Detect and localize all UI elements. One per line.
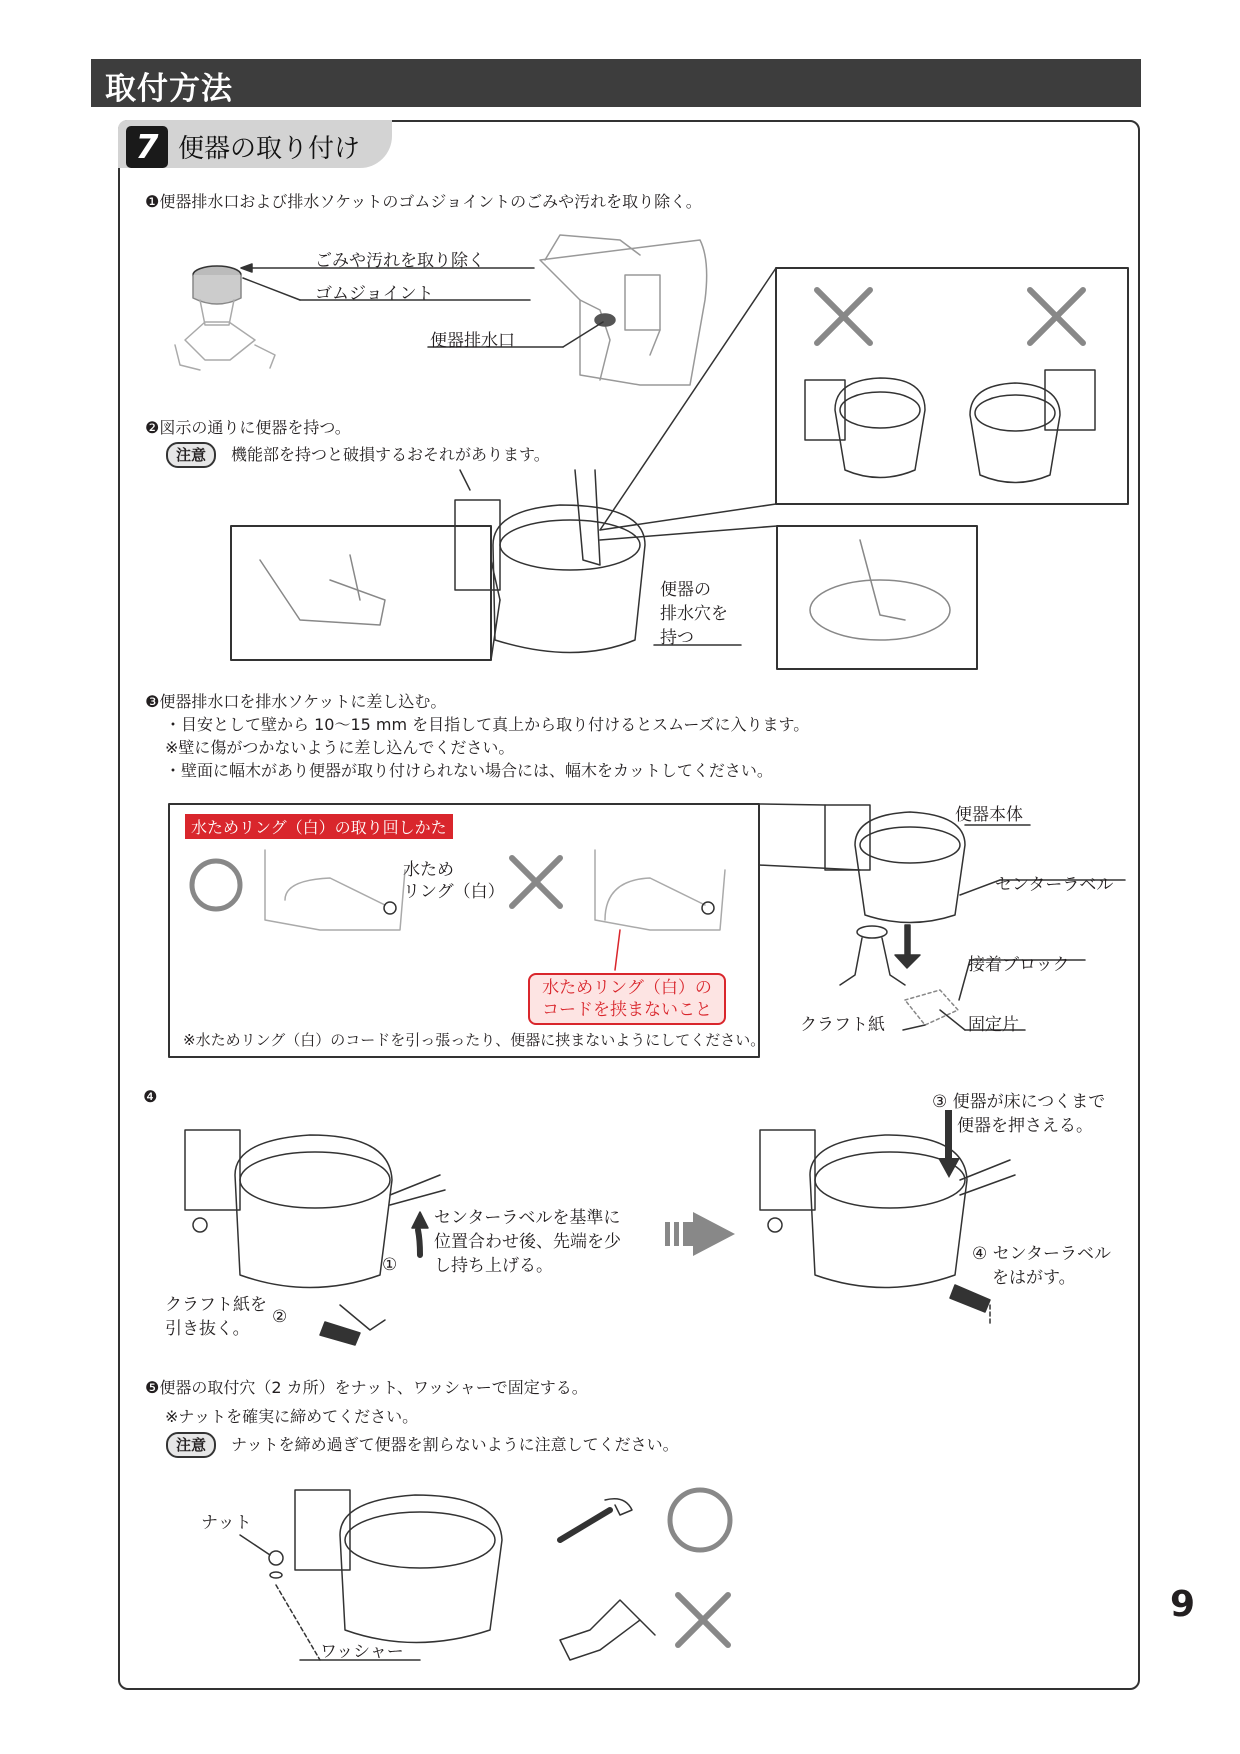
- peel-text-line1: ④ センターラベル: [972, 1244, 1111, 1264]
- label-adhesive-block: 接着ブロック: [968, 955, 1070, 975]
- section-title: 取付方法: [105, 71, 233, 107]
- label-toilet-body: 便器本体: [955, 805, 1023, 825]
- align-text-line1: センターラベルを基準に: [434, 1208, 621, 1228]
- step3-bullet2: ・壁面に幅木があり便器が取り付けられない場合には、幅木をカットしてください。: [165, 761, 773, 780]
- pull-kraft-line2: 引き抜く。: [165, 1319, 250, 1339]
- drain-socket-illustration: [175, 266, 275, 370]
- ring-label-line1: 水ため: [403, 860, 454, 880]
- label-kraft-paper: クラフト紙: [800, 1015, 885, 1035]
- peel-text-line2: をはがす。: [992, 1268, 1076, 1288]
- step4-marker: ❹: [143, 1087, 158, 1106]
- press-text-line2: 便器を押さえる。: [957, 1116, 1093, 1136]
- fixing-toilet-illustration: [295, 1490, 502, 1643]
- label-hold-line3: 持つ: [660, 628, 694, 648]
- ring-wrong-art: [595, 850, 725, 930]
- label-remove-dirt: ごみや汚れを取り除く: [315, 251, 485, 271]
- page-number: 9: [1169, 1584, 1195, 1625]
- label-fixing-piece: 固定片: [968, 1015, 1019, 1035]
- wrong-x-mark-1: [817, 290, 870, 343]
- fixing-piece-art: [905, 990, 958, 1025]
- step3-note1: ※壁に傷がつかないように差し込んでください。: [165, 738, 515, 757]
- press-text-line1: ③ 便器が床につくまで: [932, 1092, 1106, 1112]
- align-text-line2: 位置合わせ後、先端を少: [434, 1232, 621, 1252]
- press-down-arrow: [945, 1110, 952, 1160]
- caution-badge-1: 注意: [166, 442, 216, 468]
- ring-label-line2: リング（白）: [403, 882, 505, 902]
- hold-detail-right-art: [810, 540, 950, 640]
- ring-white-icon: [192, 861, 240, 909]
- install-toilet-illustration: [825, 805, 965, 923]
- nut-part: [269, 1551, 283, 1565]
- step5-instruction: ❺便器の取付穴（2 カ所）をナット、ワッシャーで固定する。: [145, 1378, 588, 1397]
- peel-label-arrow: [950, 1285, 990, 1312]
- wrong-hold-toilet-1: [805, 378, 925, 478]
- caution-badge-2: 注意: [166, 1432, 216, 1458]
- circled-2: ②: [272, 1307, 288, 1327]
- ring-routing-tag: 水ためリング（白）の取り回しかた: [185, 814, 453, 839]
- label-hold-line2: 排水穴を: [660, 604, 728, 624]
- step-number-badge: 7: [126, 126, 168, 168]
- label-toilet-outlet: 便器排水口: [430, 331, 515, 351]
- hold-detail-box-right: [777, 526, 977, 669]
- align-text-line3: し持ち上げる。: [434, 1256, 553, 1276]
- label-washer: ワッシャー: [320, 1642, 404, 1662]
- recommended-ok-ring: [670, 1490, 730, 1550]
- wrong-hold-toilet-2: [970, 370, 1095, 483]
- hold-toilet-illustration: [455, 470, 645, 653]
- ring-correct-art: [265, 850, 405, 930]
- cord-warning-line2: コードを挟まないこと: [542, 1000, 712, 1020]
- next-step-arrow: [665, 1212, 735, 1256]
- label-nut: ナット: [201, 1513, 252, 1533]
- step2-instruction: ❷図示の通りに便器を持つ。: [145, 418, 351, 437]
- cord-warning-callout: [528, 973, 726, 1025]
- step5-note: ※ナットを確実に締めてください。: [165, 1407, 419, 1426]
- ring-inset-note: ※水ためリング（白）のコードを引っ張ったり、便器に挟まないようにしてください。: [183, 1031, 766, 1049]
- caution-text-2: ナットを締め過ぎて便器を割らないように注意してください。: [231, 1435, 679, 1454]
- driver-prohibited-x: [678, 1595, 728, 1645]
- ring-wrong-x: [512, 858, 560, 906]
- washer-part: [270, 1572, 282, 1578]
- step3-bullet1: ・目安として壁から 10～15 mm を目指して真上から取り付けるとスムーズに入ります。: [165, 715, 810, 734]
- wrench-tool-art: [560, 1499, 632, 1540]
- hold-detail-left-art: [260, 555, 385, 625]
- step1-instruction: ❶便器排水口および排水ソケットのゴムジョイントのごみや汚れを取り除く。: [145, 192, 702, 211]
- step-title: 便器の取り付け: [178, 134, 361, 164]
- step3-instruction: ❸便器排水口を排水ソケットに差し込む。: [145, 692, 447, 711]
- circled-1: ①: [382, 1255, 398, 1275]
- label-center-label: センターラベル: [995, 875, 1114, 895]
- label-leader-lines: [241, 264, 603, 347]
- label-hold-line1: 便器の: [660, 580, 711, 600]
- hold-detail-box-left: [231, 526, 491, 660]
- wrong-x-mark-2: [1030, 290, 1083, 343]
- toilet-outlet-illustration: [540, 235, 707, 385]
- impact-driver-art: [560, 1600, 655, 1660]
- pull-kraft-arrow: [320, 1322, 360, 1345]
- label-rubber-joint: ゴムジョイント: [315, 284, 434, 304]
- cord-warning-line1: 水ためリング（白）の: [542, 978, 712, 998]
- caution-text-1: 機能部を持つと破損するおそれがあります。: [231, 445, 550, 464]
- lift-arrow: [418, 1230, 420, 1255]
- pull-kraft-line1: クラフト紙を: [165, 1295, 267, 1315]
